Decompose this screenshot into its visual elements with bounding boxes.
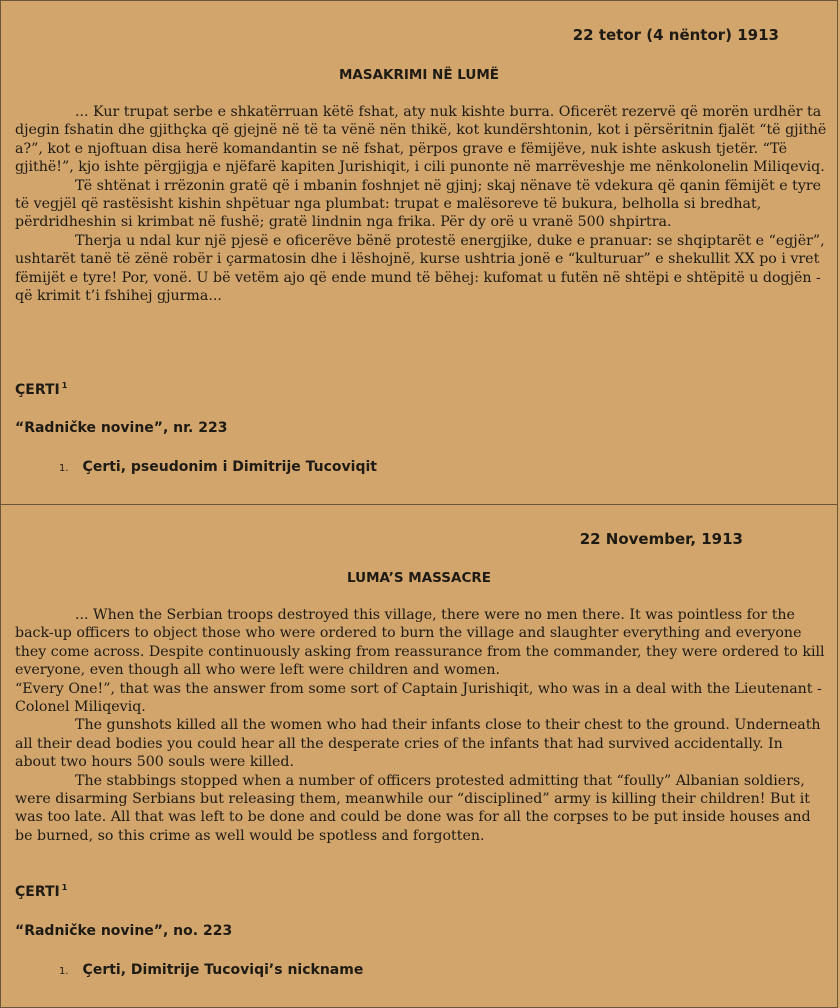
- article-date: 22 November, 1913: [579, 530, 743, 548]
- english-article: [0, 504, 838, 1008]
- footnote-number: 1.: [59, 966, 69, 977]
- albanian-article: [0, 0, 838, 505]
- article-body: [15, 103, 827, 305]
- author-name: [15, 883, 67, 900]
- article-title: MASAKRIMI NË LUMË: [338, 67, 500, 83]
- paragraph: ... When the Serbian troops destroyed this village, there were no men there. It was pointless for the back-up officers to object those who were ordered to burn the village and slaughter everything and everyone they come across. Despite continuously asking from reassurance from the commander, they were ordered to kill everyone, even though all who were left were children and women.: [15, 607, 825, 679]
- article-date: 22 tetor (4 nëntor) 1913: [572, 26, 779, 44]
- footnote: [59, 962, 363, 978]
- source-citation: “Radničke novine”, no. 223: [15, 923, 233, 939]
- article-title: LUMA’S MASSACRE: [347, 570, 491, 586]
- author-label: ÇERTI: [15, 884, 60, 900]
- author-name: [15, 381, 67, 398]
- footnote: [59, 459, 377, 475]
- paragraph: The gunshots killed all the women who had their infants close to their chest to the ground. Underneath all their dead bodies you could hear all the desperate cries of the infants that had survived accidentally. In about two hours 500 souls were killed.: [15, 717, 821, 771]
- footnote-marker: 1: [61, 883, 68, 892]
- paragraph: ... Kur trupat serbe e shkatërruan këtë fshat, aty nuk kishte burra. Oficerët rezervë që morën urdhër ta djegin fshatin dhe gjithçka që gjejnë në të ta vënë nën thikë, kot kundërshtonin, kot i përsëritnin fjalët “të gjithë a?”, kot e njoftuan disa herë komandantin se në fshat, përpos grave e fëmijëve, nuk ishte askush tjetër. “Të gjithë!”, kjo ishte përgjigja e njëfarë kapiten Jurishiqit, i cili punonte në marrëveshje me nënkolonelin Miliqeviq.: [15, 104, 827, 176]
- footnote-marker: 1: [61, 381, 68, 390]
- footnote-number: 1.: [59, 463, 69, 474]
- paragraph: “Every One!”, that was the answer from some sort of Captain Jurishiqit, who was in a deal with the Lieutenant - Colonel Miliqeviq.: [15, 680, 822, 716]
- paragraph: Të shtënat i rrëzonin gratë që i mbanin foshnjet në gjinj; skaj nënave të vdekura që qanin fëmijët e tyre të vegjël që rastësisht kishin shpëtuar nga plumbat: trupat e malësoreve të bukura, belholla si bredhat, përdridheshin si krimbat në fushë; gratë lindnin nga frika. Për dy orë u vranë 500 shpirtra.: [15, 177, 822, 231]
- footnote-text: Çerti, Dimitrije Tucoviqi’s nickname: [82, 962, 364, 978]
- article-body: [15, 606, 827, 845]
- paragraph: Therja u ndal kur një pjesë e oficerëve bënë protestë energjike, duke e pranuar: se shqiptarët e “egjër”, ushtarët tanë të zënë robër i çarmatosin dhe i lëshojnë, kurse ushtria jonë e “kulturuar” e shekullit XX po i vret fëmijët e tyre! Por, vonë. U bë vetëm ajo që ende mund të bëhej: kufomat u futën në shtëpi e shtëpitë u dogjën - që krimit t’i fshihej gjurma...: [15, 232, 825, 305]
- author-label: ÇERTI: [15, 382, 60, 398]
- source-citation: “Radničke novine”, nr. 223: [15, 420, 228, 436]
- footnote-text: Çerti, pseudonim i Dimitrije Tucoviqit: [82, 459, 377, 475]
- paragraph: The stabbings stopped when a number of officers protested admitting that “foully” Albanian soldiers, were disarming Serbians but releasing them, meanwhile our “disciplined” army is killing their children! But it was too late. All that was left to be done and could be done was for all the corpses to be put inside houses and be burned, so this crime as well would be spotless and forgotten.: [15, 772, 811, 844]
